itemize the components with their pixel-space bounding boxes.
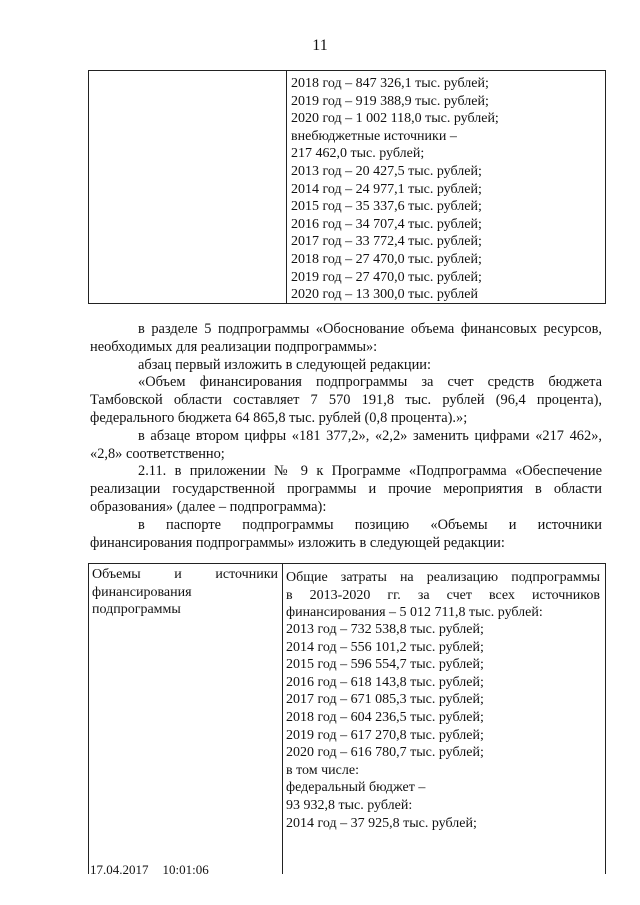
table2-line: в том числе: (286, 762, 359, 778)
table2-line: 2014 год – 556 101,2 тыс. рублей; (286, 639, 484, 655)
table2-line: 2014 год – 37 925,8 тыс. рублей; (286, 815, 477, 831)
table2-right-cell (286, 621, 484, 832)
table1-line: 2015 год – 35 337,6 тыс. рублей; (291, 199, 482, 215)
table1-line: 2018 год – 847 326,1 тыс. рублей; (291, 76, 489, 91)
table1-line: 2016 год – 34 707,4 тыс. рублей; (291, 216, 482, 232)
table2-line: 2017 год – 671 085,3 тыс. рублей; (286, 692, 484, 708)
table1-line: 2019 год – 27 470,0 тыс. рублей; (291, 269, 482, 285)
table2-line: 2020 год – 616 780,7 тыс. рублей; (286, 745, 484, 761)
page-number: 11 (312, 37, 328, 54)
table2-left-line: Объемы и источники (92, 567, 278, 582)
table2-right-head (286, 569, 600, 622)
footer-timestamp (90, 862, 209, 878)
paragraph-2-11: 2.11. в приложении № 9 к Программе «Подпрограмма «Обеспечение реализации государственной программы и прочие мероприятия в области образования» (далее – подпрограмма): (90, 463, 602, 515)
table2-line: 2019 год – 617 270,8 тыс. рублей; (286, 727, 484, 743)
table1-line: 217 462,0 тыс. рублей; (291, 146, 425, 162)
table1-line: 2019 год – 919 388,9 тыс. рублей; (291, 93, 489, 109)
table2-line: 2013 год – 732 538,8 тыс. рублей; (286, 622, 484, 637)
table1-line: 2013 год – 20 427,5 тыс. рублей; (291, 163, 482, 179)
table2-line: 2016 год – 618 143,8 тыс. рублей; (286, 674, 484, 690)
table2-head-line: в 2013-2020 гг. за счет всех источников (286, 587, 600, 603)
paragraph-first-abzac: абзац первый изложить в следующей редакции: (138, 356, 432, 373)
table2-line: федеральный бюджет – (286, 780, 426, 796)
table1-line: 2014 год – 24 977,1 тыс. рублей; (291, 181, 482, 197)
table1-line: 2018 год – 27 470,0 тыс. рублей; (291, 251, 482, 267)
table2-line: 2018 год – 604 236,5 тыс. рублей; (286, 709, 484, 725)
paragraph-quote: «Объем финансирования подпрограммы за счет средств бюджета Тамбовской области составляет 7 570 191,8 тыс. рублей (96,4 процента), федерального бюджета 64 865,8 тыс. рублей (0,8 процента).»; (90, 374, 602, 426)
footer-time: 10:01:06 (162, 862, 209, 877)
table2-head-line: Общие затраты на реализацию подпрограммы (286, 570, 600, 585)
table2-line: 93 932,8 тыс. рублей: (286, 797, 413, 813)
paragraph-second-abzac: в абзаце втором цифры «181 377,2», «2,2» заменить цифрами «217 462», «2,8» соответственно; (90, 427, 602, 462)
table2-head-line: финансирования – 5 012 711,8 тыс. рублей: (286, 605, 543, 621)
table1-line: 2020 год – 13 300,0 тыс. рублей (291, 287, 478, 303)
table1-line: 2017 год – 33 772,4 тыс. рублей; (291, 234, 482, 250)
paragraph-section5: в разделе 5 подпрограммы «Обоснование объема финансовых ресурсов, необходимых для реализации подпрограммы»: (90, 321, 602, 355)
table2-left-line: подпрограммы (92, 602, 181, 618)
table2-left-cell (92, 566, 278, 619)
table1-right-cell (291, 75, 499, 304)
body-text (90, 321, 602, 552)
table1-line: внебюджетные источники – (291, 128, 457, 144)
table1-line: 2020 год – 1 002 118,0 тыс. рублей; (291, 111, 499, 127)
footer-date: 17.04.2017 (90, 862, 149, 877)
table2-line: 2015 год – 596 554,7 тыс. рублей; (286, 657, 484, 673)
paragraph-passport: в паспорте подпрограммы позицию «Объемы и источники финансирования подпрограммы» изложить в следующей редакции: (90, 516, 602, 551)
table2-left-line: финансирования (92, 584, 192, 600)
